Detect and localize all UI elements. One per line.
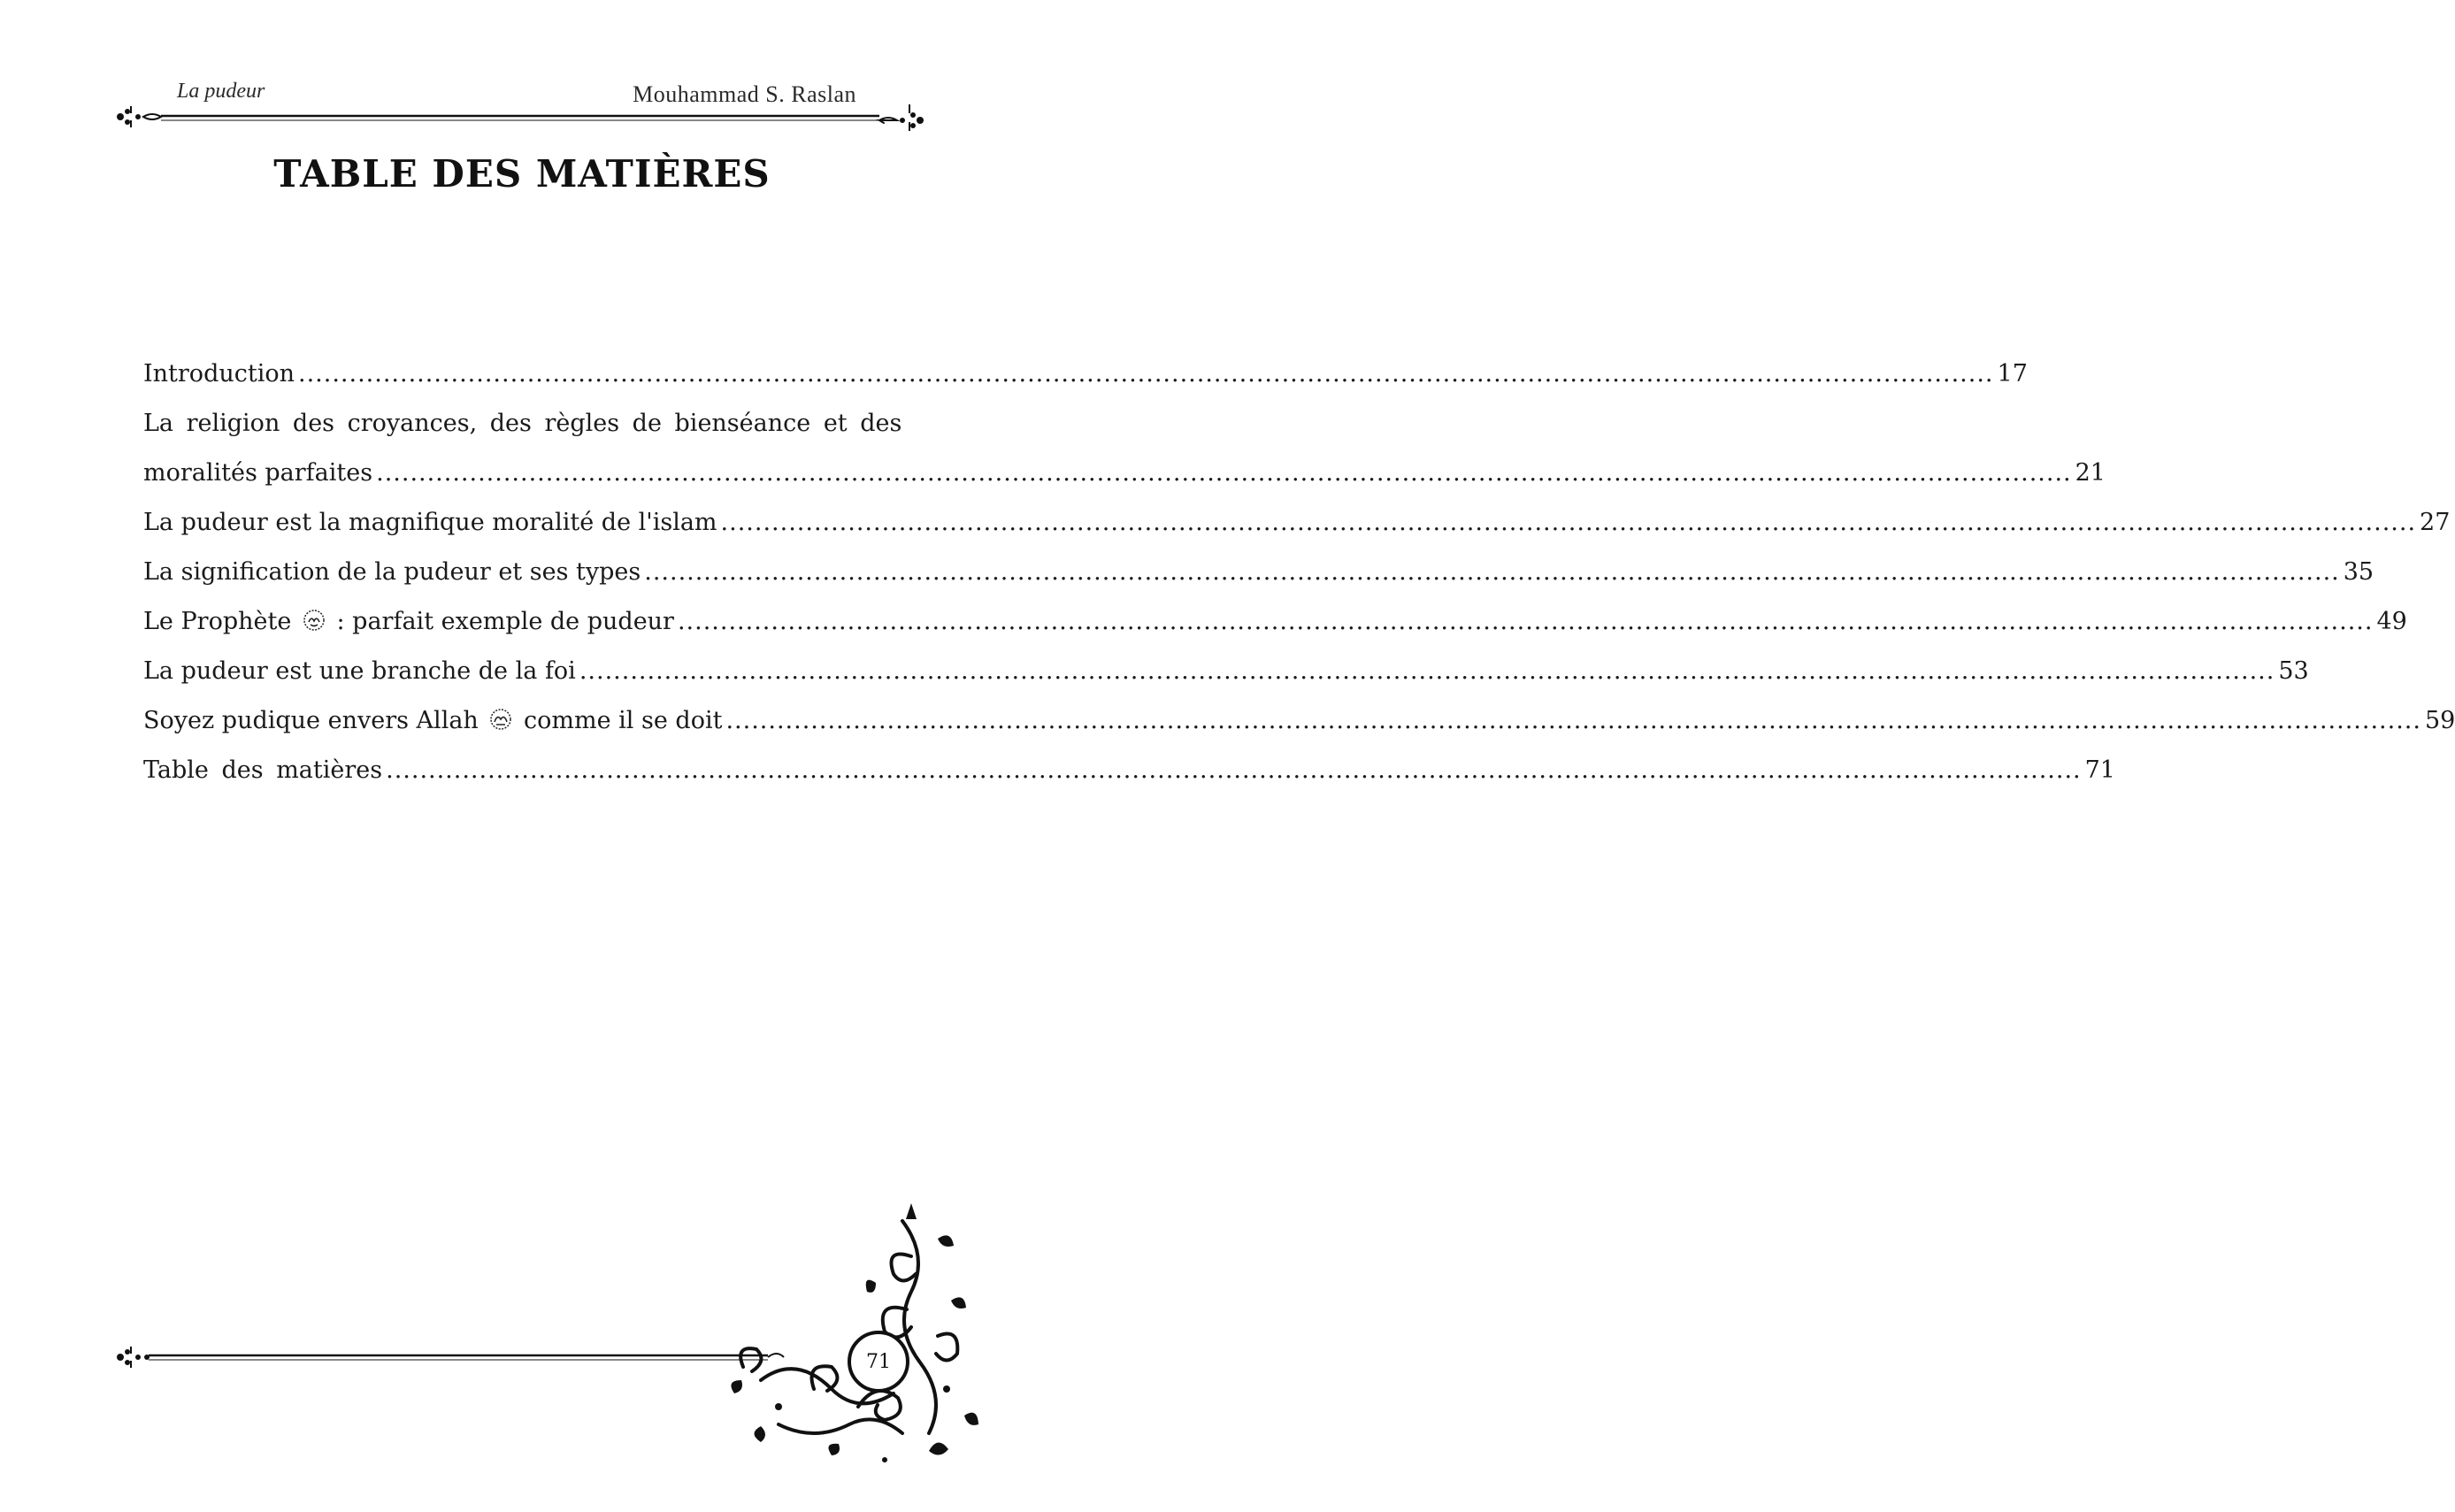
toc-entry-title-part: Le Prophète: [143, 608, 292, 635]
toc-leader-dots: ........................................................................................................................................................................................................: [386, 756, 2082, 784]
toc-entry-table: [143, 746, 2115, 795]
toc-entry-title: La pudeur est la magnifique moralité de l'islam: [143, 509, 717, 536]
arabic-ligature-icon: [489, 708, 512, 731]
arabic-ligature-icon: [303, 609, 326, 632]
toc-entry-pudique: [143, 696, 2455, 746]
toc-entry-title: La religion des croyances, des règles de bienséance et des: [143, 410, 902, 437]
toc-entry-religion-line1: [143, 399, 902, 449]
toc-entry-introduction: [143, 349, 2028, 399]
toc-entry-magnifique: [143, 498, 2451, 548]
toc-entry-title: La pudeur est une branche de la foi: [143, 657, 576, 685]
floral-corner-ornament-icon: [725, 1203, 982, 1469]
toc-entry-title: moralités parfaites: [143, 459, 373, 487]
toc-entry-title-part: : parfait exemple de pudeur: [336, 608, 674, 635]
toc-leader-dots: ........................................................................................................................................................................................................: [376, 459, 2072, 487]
table-of-contents: [143, 349, 2455, 795]
toc-entry-title: Table des matières: [143, 756, 383, 784]
toc-entry-page: 49: [2376, 608, 2407, 635]
running-head-author: Mouhammad S. Raslan: [633, 81, 856, 107]
toc-entry-title-part: comme il se doit: [524, 707, 723, 734]
toc-leader-dots: ........................................................................................................................................................................................................: [298, 360, 1994, 388]
toc-entry-page: 27: [2420, 509, 2451, 536]
toc-entry-branche: [143, 647, 2309, 696]
toc-leader-dots: ........................................................................................................................................................................................................: [677, 608, 2374, 635]
toc-entry-prophete: [143, 597, 2407, 647]
toc-leader-dots: ........................................................................................................................................................................................................: [644, 558, 2340, 586]
footer-rule-ornament-icon: [113, 1345, 786, 1371]
toc-leader-dots: ........................................................................................................................................................................................................: [725, 707, 2421, 734]
running-head-title: La pudeur: [177, 80, 265, 103]
toc-entry-title: [143, 696, 722, 746]
toc-entry-religion: [143, 449, 2106, 498]
toc-entry-signification: [143, 548, 2374, 597]
toc-entry-page: 71: [2084, 756, 2115, 784]
page-number: 71: [848, 1331, 909, 1393]
toc-entry-title: La signification de la pudeur et ses types: [143, 558, 641, 586]
toc-entry-page: 53: [2278, 657, 2309, 685]
toc-entry-title-part: Soyez pudique envers Allah: [143, 707, 479, 734]
header-rule-ornament-icon: [113, 104, 927, 131]
page-title: TABLE DES MATIÈRES: [273, 152, 771, 196]
toc-entry-page: 35: [2343, 558, 2374, 586]
toc-leader-dots: ........................................................................................................................................................................................................: [720, 509, 2417, 536]
toc-leader-dots: ........................................................................................................................................................................................................: [579, 657, 2275, 685]
toc-entry-page: 21: [2075, 459, 2106, 487]
toc-entry-title: [143, 597, 674, 647]
toc-entry-page: 59: [2424, 707, 2455, 734]
toc-entry-title: Introduction: [143, 360, 295, 388]
toc-entry-page: 17: [1997, 360, 2028, 388]
